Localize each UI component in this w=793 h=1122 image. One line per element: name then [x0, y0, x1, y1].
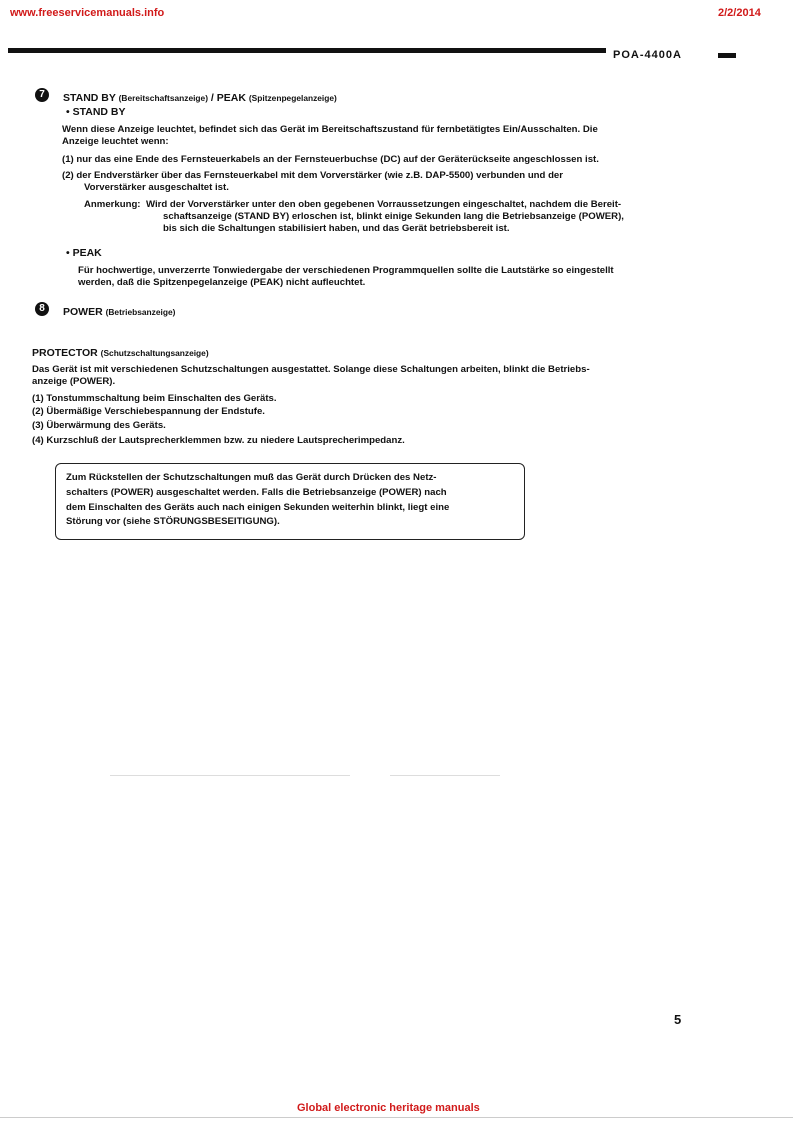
date-stamp: 2/2/2014 [718, 7, 761, 19]
model-number: POA-4400A [613, 49, 682, 61]
title-power-sub: (Betriebsanzeige) [105, 307, 176, 317]
peak-text-line: werden, daß die Spitzenpegelanzeige (PEAK) nicht aufleuchtet. [78, 277, 366, 288]
footer-credit[interactable]: Global electronic heritage manuals [297, 1102, 480, 1114]
reset-note-line: dem Einschalten des Geräts auch nach einigen Sekunden weiterhin blinkt, liegt eine [66, 502, 450, 513]
protector-item-2: (2) Übermäßige Verschiebespannung der Endstufe. [32, 406, 265, 417]
standby-text-line: Wenn diese Anzeige leuchtet, befindet sich das Gerät im Bereitschaftszustand für fernbetätigtes Ein/Ausschalten. Die [62, 124, 598, 135]
protector-text-line: Das Gerät ist mit verschiedenen Schutzschaltungen ausgestattet. Solange diese Schaltungen arbeiten, blinkt die Betriebs- [32, 364, 590, 375]
protector-text-line: anzeige (POWER). [32, 376, 116, 387]
protector-item-4: (4) Kurzschluß der Lautsprecherklemmen bzw. zu niedere Lautsprecherimpedanz. [32, 435, 405, 446]
title-peak: PEAK [216, 92, 246, 104]
title-protector: PROTECTOR [32, 347, 98, 359]
title-standby-sub: (Bereitschaftsanzeige) [118, 93, 208, 103]
protector-item-1: (1) Tonstummschaltung beim Einschalten des Geräts. [32, 393, 277, 404]
peak-text-line: Für hochwertige, unverzerrte Tonwiedergabe der verschiedenen Programmquellen sollte die Lautstärke so eingestellt [78, 265, 614, 276]
protector-title [32, 347, 209, 359]
standby-item-1: (1) nur das eine Ende des Fernsteuerkabels an der Fernsteuerbuchse (DC) auf der Geräterückseite angeschlossen ist. [62, 154, 599, 165]
section-8-title [63, 306, 175, 318]
section-7-badge: 7 [35, 88, 49, 102]
section-8-badge: 8 [35, 302, 49, 316]
standby-item-2: (2) der Endverstärker über das Fernsteuerkabel mit dem Vorverstärker (wie z.B. DAP-5500) verbunden und der [62, 170, 563, 181]
title-separator: / [210, 92, 214, 104]
standby-text-line: Anzeige leuchtet wenn: [62, 136, 169, 147]
note-text-line: bis sich die Schaltungen stabilisiert haben, und das Gerät betriebsbereit ist. [163, 223, 510, 234]
protector-item-3: (3) Überwärmung des Geräts. [32, 420, 166, 431]
standby-heading: • STAND BY [66, 106, 126, 118]
section-7-title [63, 92, 337, 104]
site-link[interactable]: www.freeservicemanuals.info [10, 7, 165, 19]
title-power: POWER [63, 306, 103, 318]
note-label: Anmerkung: [84, 199, 141, 210]
scan-artifact [110, 775, 350, 776]
title-protector-sub: (Schutzschaltungsanzeige) [100, 348, 209, 358]
title-peak-sub: (Spitzenpegelanzeige) [248, 93, 337, 103]
reset-note-line: schalters (POWER) ausgeschaltet werden. Falls die Betriebsanzeige (POWER) nach [66, 487, 447, 498]
standby-item-2-cont: Vorverstärker ausgeschaltet ist. [84, 182, 229, 193]
reset-note-line: Störung vor (siehe STÖRUNGSBESEITIGUNG). [66, 516, 280, 527]
scan-artifact [390, 775, 500, 776]
reset-note-line: Zum Rückstellen der Schutzschaltungen muß das Gerät durch Drücken des Netz- [66, 472, 437, 483]
header-rule [8, 48, 606, 53]
peak-heading: • PEAK [66, 247, 102, 259]
bottom-edge-line [0, 1117, 793, 1118]
header-rule-end [718, 53, 736, 58]
note-text-line: Wird der Vorverstärker unter den oben gegebenen Vorraussetzungen eingeschaltet, nachdem die Bereit- [146, 199, 622, 210]
note-text-line: schaftsanzeige (STAND BY) erloschen ist, blinkt einige Sekunden lang die Betriebsanzeige (POWER), [163, 211, 624, 222]
title-standby: STAND BY [63, 92, 116, 104]
page-number: 5 [674, 1012, 682, 1027]
